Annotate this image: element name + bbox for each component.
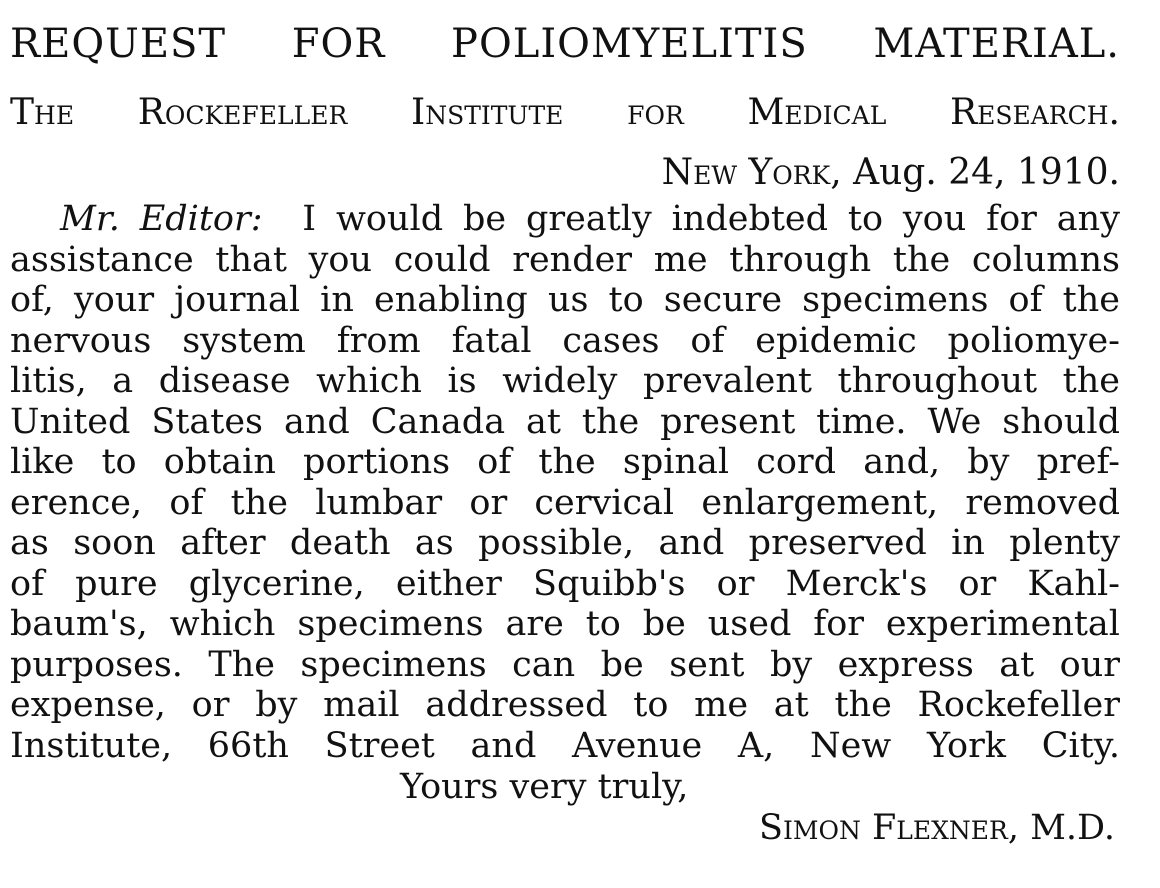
institute-name: The Rockefeller Institute for Medical Research. (10, 92, 1120, 133)
body-line-text: I would be greatly indebted to you for any (302, 199, 1120, 239)
letter-headline: REQUEST FOR POLIOMYELITIS MATERIAL. (10, 21, 1120, 67)
body-line: baum's, which specimens are to be used for experimental (10, 604, 1120, 644)
body-line: of pure glycerine, either Squibb's or Merck's or Kahl- (10, 563, 1120, 604)
body-line: of, your journal in enabling us to secure specimens of the (10, 280, 1120, 320)
body-line: assistance that you could render me through the columns (10, 239, 1120, 280)
body-line (10, 199, 1120, 240)
closing: Yours very truly, (400, 767, 689, 807)
dateline (662, 150, 1120, 196)
body-line: litis, a disease which is widely prevalent throughout the (10, 361, 1120, 401)
salutation: Mr. Editor: (60, 199, 263, 239)
body-line: Institute, 66th Street and Avenue A, New York City. (10, 725, 1120, 766)
signature: Simon Flexner, M.D. (759, 808, 1115, 848)
body-line: erence, of the lumbar or cervical enlargement, removed (10, 482, 1120, 523)
body-line: nervous system from fatal cases of epidemic poliomye- (10, 320, 1120, 361)
body-line: expense, or by mail addressed to me at the Rockefeller (10, 685, 1120, 725)
letter-body (10, 199, 1120, 766)
body-line: purposes. The specimens can be sent by express at our (10, 644, 1120, 685)
dateline-city: New York (661, 152, 831, 193)
body-line: like to obtain portions of the spinal cord and, by pref- (10, 442, 1120, 482)
dateline-date: , Aug. 24, 1910. (830, 152, 1120, 193)
body-line: as soon after death as possible, and preserved in plenty (10, 523, 1120, 563)
body-line: United States and Canada at the present time. We should (10, 401, 1120, 442)
